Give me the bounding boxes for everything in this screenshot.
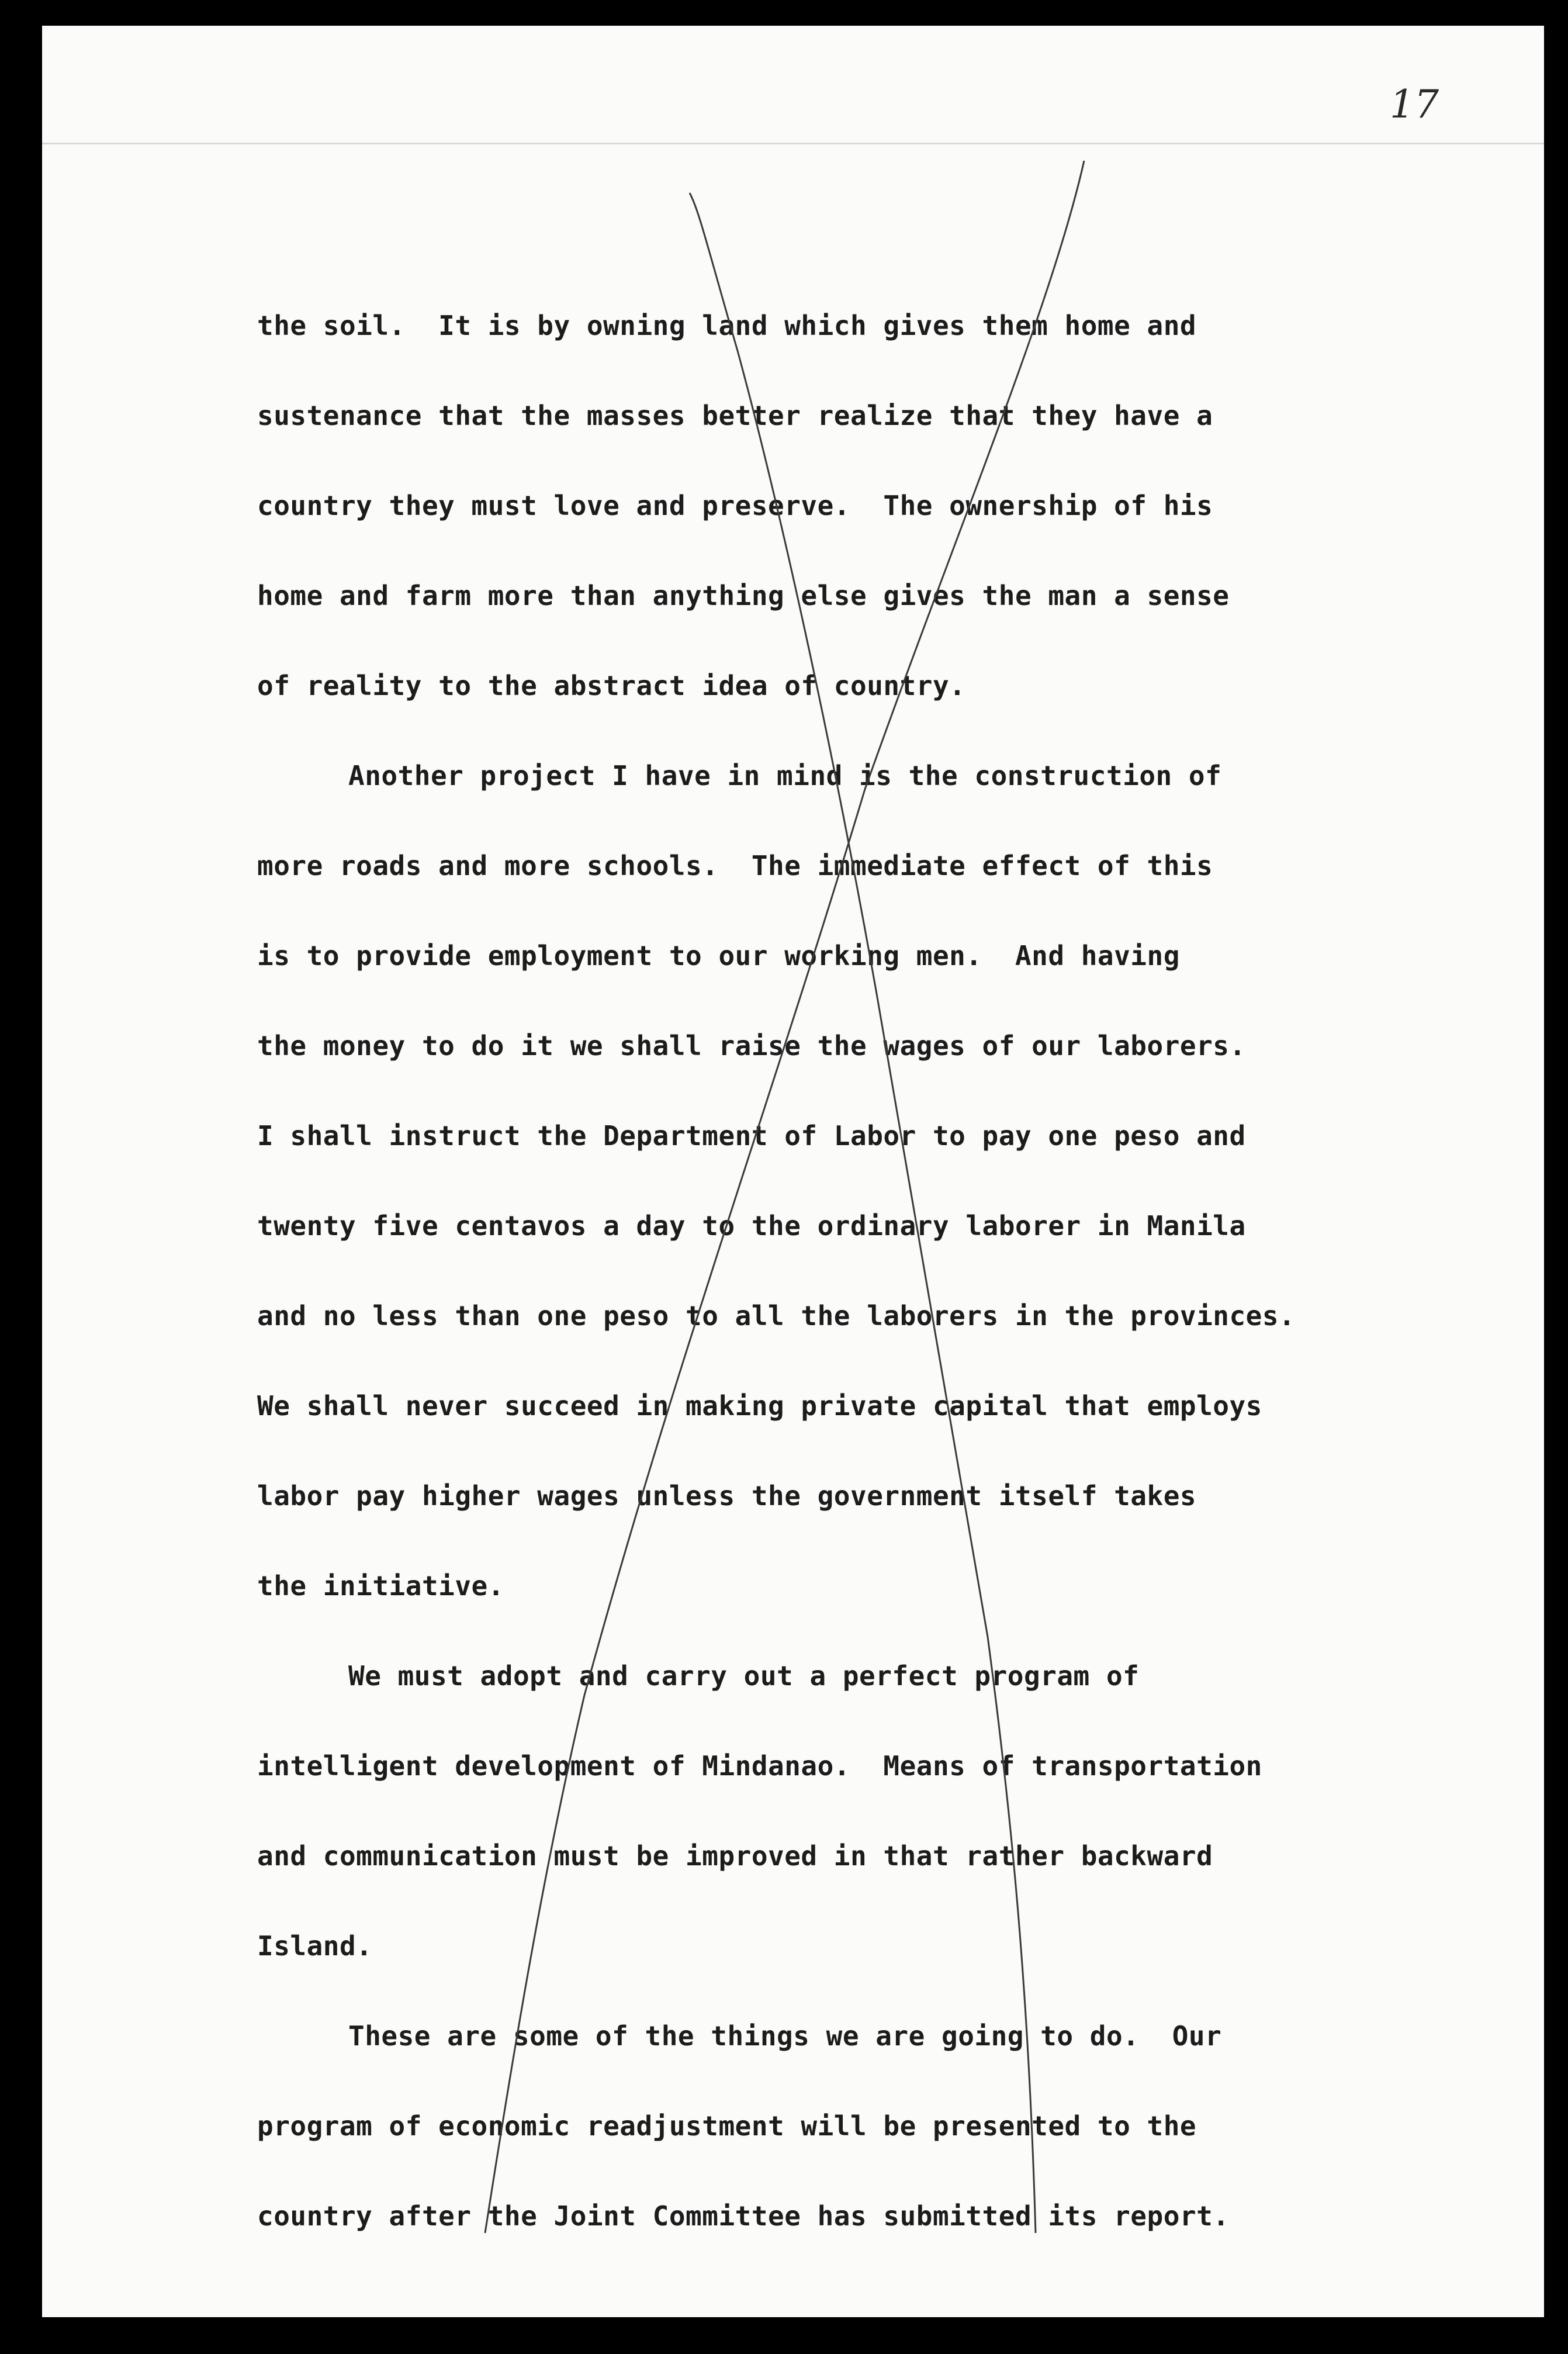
text-line: the money to do it we shall raise the wages of our laborers.: [257, 1030, 1246, 1062]
text-line: We must adopt and carry out a perfect program of: [348, 1660, 1140, 1692]
paragraph: [257, 1991, 1455, 2261]
text-line: is to provide employment to our working men. And having: [257, 940, 1180, 972]
text-line: and no less than one peso to all the laborers in the provinces.: [257, 1300, 1296, 1332]
text-line: Island.: [257, 1930, 373, 1962]
typed-text-body: [257, 281, 1455, 2261]
paragraph: [257, 281, 1455, 731]
text-line: intelligent development of Mindanao. Means of transportation: [257, 1750, 1262, 1782]
text-line: and communication must be improved in that rather backward: [257, 1840, 1213, 1872]
text-line: of reality to the abstract idea of country.: [257, 670, 966, 701]
text-line: country they must love and preserve. The ownership of his: [257, 490, 1213, 521]
text-line: program of economic readjustment will be presented to the: [257, 2110, 1197, 2142]
text-line: country after the Joint Committee has submitted its report.: [257, 2200, 1230, 2232]
text-line: These are some of the things we are going to do. Our: [348, 2020, 1222, 2052]
page-top-edge: [42, 143, 1544, 144]
text-line: sustenance that the masses better realize that they have a: [257, 400, 1213, 431]
text-line: the soil. It is by owning land which gives them home and: [257, 310, 1197, 341]
text-line: twenty five centavos a day to the ordinary laborer in Manila: [257, 1210, 1246, 1242]
text-line: more roads and more schools. The immediate effect of this: [257, 850, 1213, 882]
paragraph: [257, 1631, 1455, 1991]
text-line: I shall instruct the Department of Labor to pay one peso and: [257, 1120, 1246, 1152]
page-number: 17: [1390, 82, 1439, 127]
text-line: Another project I have in mind is the construction of: [348, 760, 1222, 791]
text-line: the initiative.: [257, 1570, 504, 1602]
text-line: labor pay higher wages unless the government itself takes: [257, 1480, 1197, 1512]
paragraph: [257, 731, 1455, 1631]
text-line: We shall never succeed in making private capital that employs: [257, 1390, 1262, 1422]
text-line: home and farm more than anything else gives the man a sense: [257, 580, 1230, 611]
